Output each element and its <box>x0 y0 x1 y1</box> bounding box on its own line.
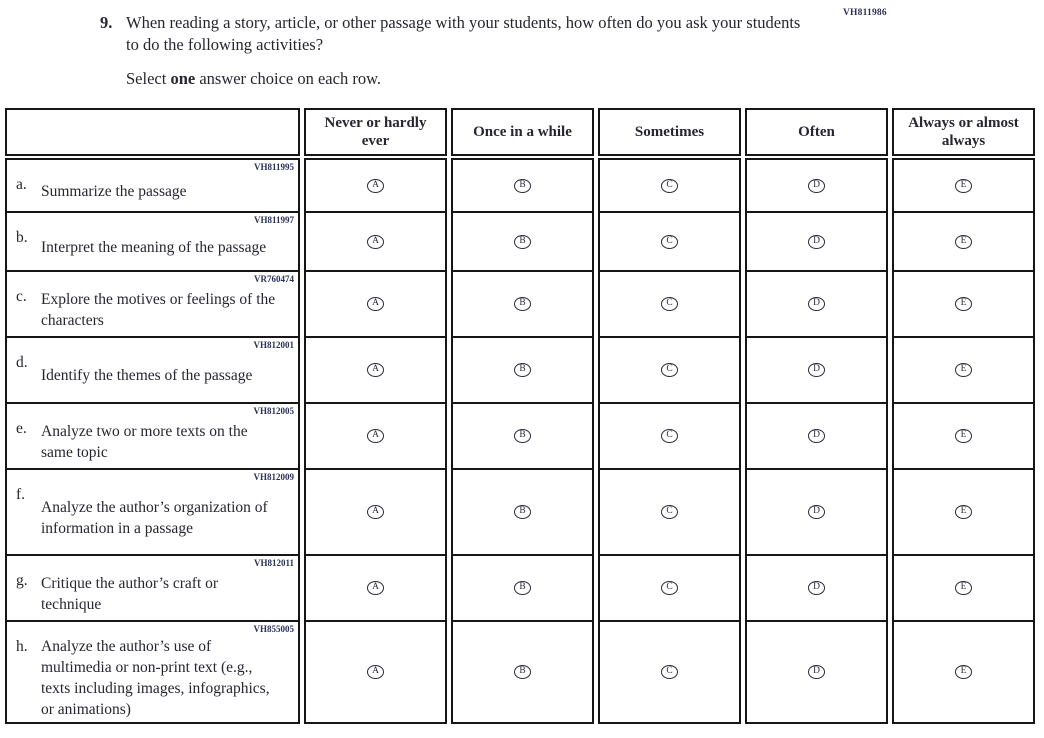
item-letter: g. <box>16 572 28 589</box>
item-text: Interpret the meaning of the passage <box>41 238 267 256</box>
option-bubble-e[interactable] <box>894 211 1033 270</box>
item-letter: b. <box>16 229 28 246</box>
option-bubble-a[interactable] <box>306 270 445 336</box>
bubble-letter: B <box>514 297 531 311</box>
column-once-in-a-while <box>451 108 594 724</box>
bubble-letter: E <box>955 363 972 377</box>
bubble-letter: A <box>367 297 384 311</box>
row-label-g <box>7 554 298 620</box>
question-number: 9. <box>100 13 113 32</box>
option-bubble-b[interactable] <box>453 211 592 270</box>
option-bubble-a[interactable] <box>306 160 445 211</box>
option-bubble-e[interactable] <box>894 468 1033 554</box>
item-text: Critique the author’s craft or technique <box>41 574 219 613</box>
option-bubble-b[interactable] <box>453 554 592 620</box>
option-bubble-d[interactable] <box>747 160 886 211</box>
bubble-letter: D <box>808 505 825 519</box>
question-block <box>0 0 1044 90</box>
option-bubble-d[interactable] <box>747 468 886 554</box>
option-bubble-b[interactable] <box>453 270 592 336</box>
bubble-letter: A <box>367 429 384 443</box>
bubble-letter: D <box>808 297 825 311</box>
option-bubble-c[interactable] <box>600 270 739 336</box>
bubble-letter: E <box>955 581 972 595</box>
item-letter: h. <box>16 638 28 655</box>
option-bubble-b[interactable] <box>453 620 592 722</box>
bubble-letter: A <box>367 179 384 193</box>
bubble-letter: C <box>661 235 678 249</box>
column-header: Always or almost always <box>892 108 1035 156</box>
column-header: Never or hardly ever <box>304 108 447 156</box>
bubble-letter: E <box>955 665 972 679</box>
bubble-letter: B <box>514 505 531 519</box>
row-label-c <box>7 270 298 336</box>
option-bubble-b[interactable] <box>453 468 592 554</box>
item-letter: e. <box>16 420 27 437</box>
bubble-letter: D <box>808 179 825 193</box>
survey-table <box>5 108 1035 724</box>
option-bubble-d[interactable] <box>747 336 886 402</box>
bubble-letter: C <box>661 297 678 311</box>
bubble-letter: D <box>808 235 825 249</box>
option-bubble-a[interactable] <box>306 468 445 554</box>
option-bubble-c[interactable] <box>600 468 739 554</box>
option-bubble-c[interactable] <box>600 554 739 620</box>
item-code: VH811997 <box>253 215 294 225</box>
row-label-column <box>5 108 300 724</box>
bubble-letter: D <box>808 429 825 443</box>
option-bubble-e[interactable] <box>894 620 1033 722</box>
row-label-e <box>7 402 298 468</box>
option-bubble-a[interactable] <box>306 554 445 620</box>
row-label-d <box>7 336 298 402</box>
option-bubble-a[interactable] <box>306 402 445 468</box>
bubble-letter: A <box>367 581 384 595</box>
option-bubble-d[interactable] <box>747 211 886 270</box>
item-letter: a. <box>16 176 27 193</box>
bubble-letter: C <box>661 179 678 193</box>
option-bubble-e[interactable] <box>894 270 1033 336</box>
row-label-f <box>7 468 298 554</box>
item-code: VH812011 <box>253 558 294 568</box>
bubble-letter: B <box>514 581 531 595</box>
column-header: Once in a while <box>451 108 594 156</box>
bubble-letter: E <box>955 297 972 311</box>
option-bubble-e[interactable] <box>894 160 1033 211</box>
option-bubble-a[interactable] <box>306 211 445 270</box>
form-code: VH811986 <box>843 8 887 18</box>
bubble-letter: B <box>514 665 531 679</box>
option-bubble-b[interactable] <box>453 336 592 402</box>
item-letter: d. <box>16 354 28 371</box>
option-bubble-a[interactable] <box>306 620 445 722</box>
bubble-letter: B <box>514 363 531 377</box>
item-text: Analyze the author’s use of multimedia or non-print text (e.g., texts including images, infographics, or animations) <box>41 638 270 718</box>
item-code: VH812009 <box>253 472 294 482</box>
item-text: Analyze two or more texts on the same topic <box>41 422 248 461</box>
option-bubble-c[interactable] <box>600 402 739 468</box>
option-bubble-d[interactable] <box>747 554 886 620</box>
item-code: VR760474 <box>254 274 294 284</box>
item-code: VH812001 <box>253 340 294 350</box>
bubble-letter: A <box>367 505 384 519</box>
bubble-letter: E <box>955 179 972 193</box>
option-bubble-e[interactable] <box>894 402 1033 468</box>
option-bubble-d[interactable] <box>747 270 886 336</box>
bubble-letter: B <box>514 235 531 249</box>
option-bubble-c[interactable] <box>600 336 739 402</box>
bubble-letter: B <box>514 179 531 193</box>
row-label-h <box>7 620 298 722</box>
column-header: Often <box>745 108 888 156</box>
bubble-letter: D <box>808 581 825 595</box>
option-bubble-d[interactable] <box>747 402 886 468</box>
item-letter: c. <box>16 288 27 305</box>
item-text: Analyze the author’s organization of information in a passage <box>41 498 268 537</box>
bubble-letter: E <box>955 505 972 519</box>
item-code: VH812005 <box>253 406 294 416</box>
instruction-suffix: answer choice on each row. <box>195 69 382 88</box>
instruction-bold-word: one <box>170 69 196 88</box>
option-bubble-a[interactable] <box>306 336 445 402</box>
bubble-letter: C <box>661 505 678 519</box>
bubble-letter: A <box>367 665 384 679</box>
bubble-letter: A <box>367 363 384 377</box>
bubble-letter: B <box>514 429 531 443</box>
option-bubble-e[interactable] <box>894 336 1033 402</box>
column-header: Sometimes <box>598 108 741 156</box>
bubble-letter: E <box>955 235 972 249</box>
item-letter: f. <box>16 486 26 503</box>
bubble-letter: C <box>661 665 678 679</box>
question-text: When reading a story, article, or other passage with your students, how often do you ask your students to do the following activities? <box>126 13 801 54</box>
item-text: Summarize the passage <box>41 182 187 200</box>
bubble-letter: A <box>367 235 384 249</box>
option-bubble-e[interactable] <box>894 554 1033 620</box>
question-instruction <box>126 68 1044 90</box>
row-label-a <box>7 160 298 211</box>
option-bubble-c[interactable] <box>600 620 739 722</box>
corner-header-cell <box>5 108 300 156</box>
bubble-letter: C <box>661 429 678 443</box>
bubble-letter: D <box>808 665 825 679</box>
column-often <box>745 108 888 724</box>
item-text: Explore the motives or feelings of the characters <box>41 290 276 329</box>
bubble-letter: C <box>661 363 678 377</box>
column-sometimes <box>598 108 741 724</box>
column-never-or-hardly-ever <box>304 108 447 724</box>
item-text: Identify the themes of the passage <box>41 367 253 384</box>
item-code: VH811995 <box>253 162 294 172</box>
column-always-or-almost-always <box>892 108 1035 724</box>
bubble-letter: D <box>808 363 825 377</box>
instruction-prefix: Select <box>126 69 171 88</box>
row-label-b <box>7 211 298 270</box>
item-code: VH855005 <box>253 624 294 634</box>
bubble-letter: C <box>661 581 678 595</box>
option-bubble-c[interactable] <box>600 160 739 211</box>
option-bubble-b[interactable] <box>453 160 592 211</box>
option-bubble-c[interactable] <box>600 211 739 270</box>
option-bubble-b[interactable] <box>453 402 592 468</box>
option-bubble-d[interactable] <box>747 620 886 722</box>
bubble-letter: E <box>955 429 972 443</box>
